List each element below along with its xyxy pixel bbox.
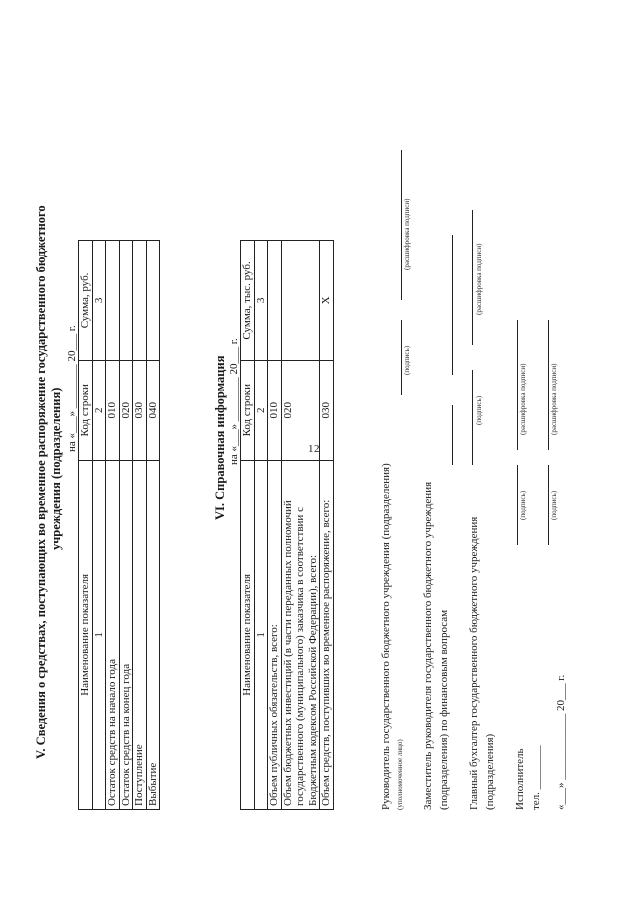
signature-caption: (подпись) <box>519 490 527 520</box>
signature-caption: (подпись) <box>550 490 558 520</box>
signature-role-director-sub: (уполномоченное лицо) <box>396 739 404 810</box>
table-row <box>119 241 133 810</box>
row-code: 010 <box>106 360 120 460</box>
col-header-sum: Сумма, тыс. руб. <box>241 241 255 361</box>
table-row <box>268 241 282 810</box>
signature-line <box>401 320 402 395</box>
col-number: 2 <box>92 360 106 460</box>
signature-line <box>452 405 453 465</box>
row-sum <box>133 241 147 361</box>
row-sum <box>119 241 133 361</box>
row-name: Поступление <box>133 460 147 809</box>
table-colnum-row <box>254 241 268 810</box>
row-name: Объем публичных обязательств, всего: <box>268 460 282 809</box>
col-header-name: Наименование показателя <box>79 460 93 809</box>
table-row <box>106 241 120 810</box>
row-sum: Х <box>320 241 334 361</box>
signature-line <box>548 465 549 545</box>
signature-line <box>517 465 518 545</box>
decode-caption: (расшифровка подписи) <box>519 363 527 435</box>
row-sum <box>281 241 320 361</box>
row-code: 040 <box>146 360 160 460</box>
section5-table <box>78 240 160 810</box>
col-number: 1 <box>254 460 268 809</box>
section5-title-line2: учреждения (подразделения) <box>49 387 63 550</box>
decode-line <box>452 235 453 375</box>
row-name: Остаток средств на конец года <box>119 460 133 809</box>
row-name: Объем бюджетных инвестиций (в части переданных полномочий государственного (муниципального) заказчика в соответствии с Бюджетным кодексом Российской Федерации), всего: <box>281 460 320 809</box>
col-header-code: Код строки <box>79 360 93 460</box>
col-number: 3 <box>254 241 268 361</box>
row-code: 020 <box>281 360 320 460</box>
col-number: 1 <box>92 460 106 809</box>
table-header-row <box>241 241 255 810</box>
decode-caption: (расшифровка подписи) <box>403 198 411 270</box>
decode-line <box>472 210 473 345</box>
row-code: 030 <box>133 360 147 460</box>
signature-line <box>472 370 473 465</box>
date-footer: «___» ____________ 20___ г. <box>555 674 567 810</box>
table-row <box>133 241 147 810</box>
signature-caption: (подпись) <box>403 345 411 375</box>
signature-role-deputy: Заместитель руководителя государственного бюджетного учреждения <box>422 481 434 810</box>
col-header-name: Наименование показателя <box>241 460 255 809</box>
row-sum <box>106 241 120 361</box>
row-code: 020 <box>119 360 133 460</box>
section5-date-line: на «___» ________ 20___ г. <box>66 325 78 452</box>
row-code: 030 <box>320 360 334 460</box>
phone-line: тел. ________ <box>530 745 542 810</box>
row-sum <box>268 241 282 361</box>
decode-caption: (расшифровка подписи) <box>550 363 558 435</box>
row-sum <box>146 241 160 361</box>
signature-role-director: Руководитель государственного бюджетного учреждения (подразделения) <box>380 463 392 810</box>
decode-caption: (расшифровка подписи) <box>475 243 483 315</box>
signature-role-accountant: Главный бухгалтер государственного бюджетного учреждения <box>468 516 480 810</box>
col-number: 3 <box>92 241 106 361</box>
table-row <box>146 241 160 810</box>
signature-role-accountant-sub: (подразделения) <box>484 733 496 810</box>
section5-title-line1: V. Сведения о средствах, поступающих во временное распоряжение государственного бюджетного <box>34 205 48 759</box>
table-colnum-row <box>92 241 106 810</box>
table-row <box>281 241 320 810</box>
page-number: 12 <box>308 443 320 455</box>
decode-line <box>517 320 518 450</box>
decode-line <box>401 150 402 300</box>
row-name: Остаток средств на начало года <box>106 460 120 809</box>
signature-role-executor: Исполнитель <box>514 748 526 810</box>
section6-date-line: на «___» ________ 20___ г. <box>228 338 240 465</box>
section6-title: VI. Справочная информация <box>213 355 227 520</box>
signature-role-deputy-sub: (подразделения) по финансовым вопросам <box>438 609 450 810</box>
row-name: Выбытие <box>146 460 160 809</box>
col-header-sum: Сумма, руб. <box>79 241 93 361</box>
col-header-code: Код строки <box>241 360 255 460</box>
table-row <box>320 241 334 810</box>
decode-line <box>548 320 549 450</box>
col-number: 2 <box>254 360 268 460</box>
table-header-row <box>79 241 93 810</box>
row-code: 010 <box>268 360 282 460</box>
signature-caption: (подпись) <box>475 395 483 425</box>
row-name: Объем средств, поступивших во временное распоряжение, всего: <box>320 460 334 809</box>
section6-table <box>240 240 334 810</box>
